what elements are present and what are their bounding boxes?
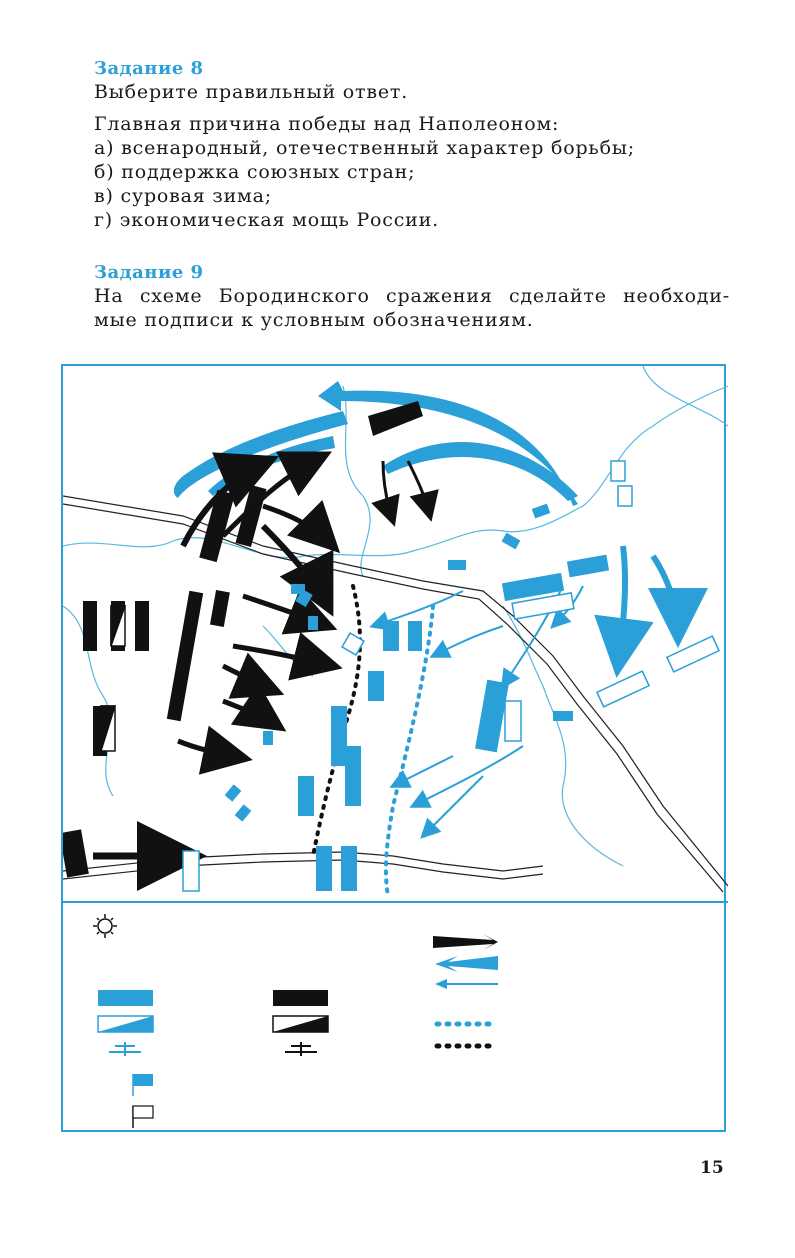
- russian-units: [183, 504, 609, 891]
- russian-artillery-symbol: [109, 1042, 141, 1056]
- task-9-text-line-2: мые подписи к условным обозначениям.: [94, 309, 534, 331]
- french-cavalry-units: [101, 606, 125, 751]
- russian-cavalry-raid-arrows: [174, 381, 578, 506]
- russian-cavalry-symbol: [98, 1016, 153, 1032]
- task-8-option-b: б) поддержка союзных стран;: [94, 161, 416, 183]
- french-artillery-symbol: [285, 1042, 317, 1056]
- task-8-option-a: а) всенародный, отечественный характер борьбы;: [94, 137, 635, 159]
- task-8-option-c: в) суровая зима;: [94, 185, 272, 207]
- task-8-instruction: Выберите правильный ответ.: [94, 81, 409, 103]
- task-9: [94, 262, 734, 332]
- french-infantry-symbol: [273, 990, 328, 1006]
- russian-flag-symbol: [133, 1074, 153, 1096]
- task-9-title: Задание 9: [94, 262, 204, 283]
- legend: [93, 914, 498, 1128]
- page-number: 15: [700, 1158, 724, 1178]
- french-attack-arrow: [433, 934, 498, 950]
- french-attack-arrows: [93, 456, 430, 856]
- borodino-map-frame: [61, 364, 726, 1132]
- french-flag-symbol: [133, 1106, 153, 1128]
- russian-movement-arrow: [435, 979, 498, 989]
- french-cavalry-symbol: [273, 1016, 328, 1032]
- russian-counterattack-arrow: [435, 956, 498, 972]
- borodino-battle-map: [63, 366, 728, 1134]
- russian-infantry-symbol: [98, 990, 153, 1006]
- command-post-icon: [93, 914, 117, 938]
- task-8-question: Главная причина победы над Наполеоном:: [94, 113, 560, 135]
- task-9-text-line-1: На схеме Бородинского сражения сделайте необходи-: [94, 285, 730, 307]
- task-8: [94, 58, 734, 232]
- task-8-title: Задание 8: [94, 58, 204, 79]
- russian-cavalry-units: [183, 461, 719, 891]
- task-8-option-d: г) экономическая мощь России.: [94, 209, 439, 231]
